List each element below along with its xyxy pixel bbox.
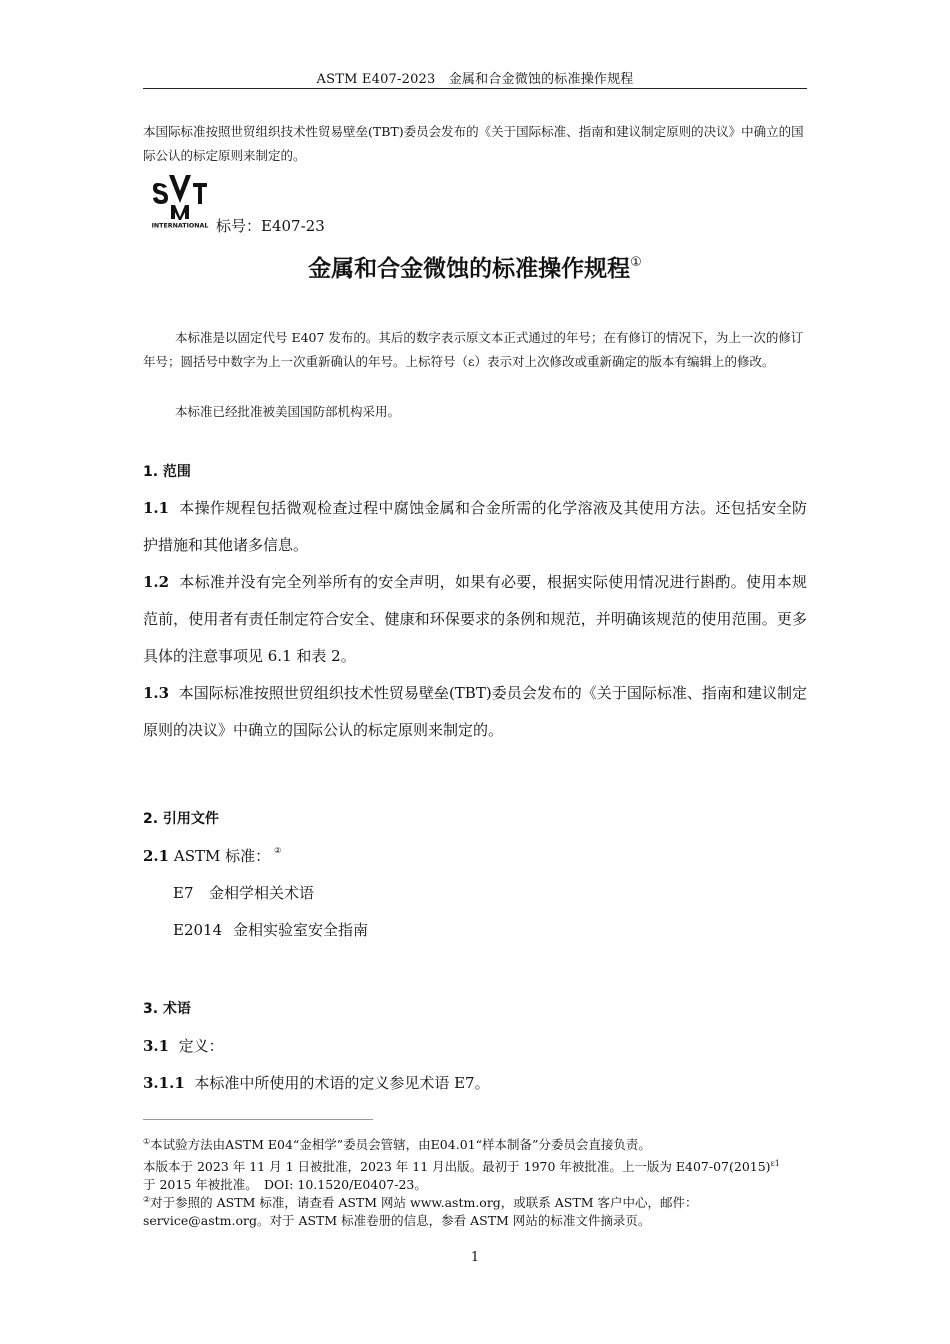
para-3-1-1 [143,1072,490,1093]
footnote-rule [143,1119,373,1120]
header-rule [143,88,807,89]
designation-note: 本标准是以固定代号 E407 发布的。其后的数字表示原文本正式通过的年号；在有修订的情况下，为上一次的修订年号；圆括号中数字为上一次重新确认的年号。上标符号（ε）表示对上次修改或重新确定的版本有编辑上的修改。 [143,330,804,369]
section-1-heading: 1. 范围 [143,464,191,480]
dod-note: 本标准已经批准被美国国防部机构采用。 [175,404,401,419]
para-3-1-1-number: 3.1.1 [143,1074,185,1092]
standard-designation: 标号：E407-23 [216,217,325,235]
para-3-1-1-text: 本标准中所使用的术语的定义参见术语 E7。 [194,1074,490,1092]
page-number: 1 [470,1250,480,1265]
footnote-version-text: 本版本于 2023 年 11 月 1 日被批准，2023 年 11 月出版。最初于 1970 年被批准。上一版为 E407-07(2015) [143,1159,771,1175]
section-3-heading: 3. 术语 [143,1001,191,1017]
footnote-2-text: 对于参照的 ASTM 标准，请查看 ASTM 网站 www.astm.org，或联系 ASTM 客户中心，邮件：service@astm.org。对于 ASTM 标准卷册的信息，参看 ASTM 网站的标准文件摘录页。 [143,1195,698,1229]
para-2-1-number: 2.1 [143,847,170,865]
para-1-2-text: 本标准并没有完全列举所有的安全声明，如果有必要，根据实际使用情况进行斟酌。使用本规范前，使用者有责任制定符合安全、健康和环保要求的条例和规范，并明确该规范的使用范围。更多具体的注意事项见 6.1 和表 2。 [143,573,807,665]
footnote-epsilon: ε1 [770,1159,780,1168]
footnote-version [143,1155,807,1194]
para-1-2 [143,564,807,675]
reference-item [173,919,368,940]
para-2-1 [143,845,281,866]
para-2-1-footnote-mark: ② [274,846,282,855]
footnote-1 [143,1133,807,1154]
reference-code: E2014 [173,921,223,939]
footnote-version-doi: 于 2015 年被批准。 DOI: 10.1520/E0407-23。 [143,1177,427,1193]
footnote-1-text: 本试验方法由ASTM E04“金相学”委员会管辖，由E04.01“样本制备”分委员会直接负责。 [150,1137,651,1153]
reference-title: 金相实验室安全指南 [233,921,369,939]
astm-logo-mark [149,173,211,229]
reference-title: 金相学相关术语 [209,884,315,902]
logo-international-text: INTERNATIONAL [151,222,209,229]
footnote-2-mark: ② [143,1195,151,1204]
title-text: 金属和合金微蚀的标准操作规程 [308,256,631,282]
para-1-3-text: 本国际标准按照世贸组织技术性贸易壁垒(TBT)委员会发布的《关于国际标准、指南和建议制定原则的决议》中确立的国际公认的标定原则来制定的。 [143,684,807,739]
title-footnote-mark: ① [630,255,642,270]
running-header: ASTM E407-2023 金属和合金微蚀的标准操作规程 [316,72,634,87]
para-3-1 [143,1035,224,1056]
astm-logo [149,173,211,229]
para-1-2-number: 1.2 [143,573,170,591]
para-3-1-text: 定义： [178,1037,224,1055]
section-2-heading: 2. 引用文件 [143,811,219,827]
para-1-1-text: 本操作规程包括微观检查过程中腐蚀金属和合金所需的化学溶液及其使用方法。还包括安全防护措施和其他诸多信息。 [143,499,807,554]
footnote-1-mark: ① [143,1137,151,1146]
para-1-1-number: 1.1 [143,499,170,517]
reference-item [173,882,314,903]
para-1-3 [143,675,807,749]
para-2-1-text: ASTM 标准： [173,847,271,865]
intro-statement: 本国际标准按照世贸组织技术性贸易壁垒(TBT)委员会发布的《关于国际标准、指南和建议制定原则的决议》中确立的国际公认的标定原则来制定的。 [143,124,804,163]
footnote-2 [143,1191,807,1230]
para-3-1-number: 3.1 [143,1037,170,1055]
reference-code: E7 [173,884,194,902]
document-title [0,250,950,283]
para-1-3-number: 1.3 [143,684,170,702]
para-1-1 [143,490,807,564]
